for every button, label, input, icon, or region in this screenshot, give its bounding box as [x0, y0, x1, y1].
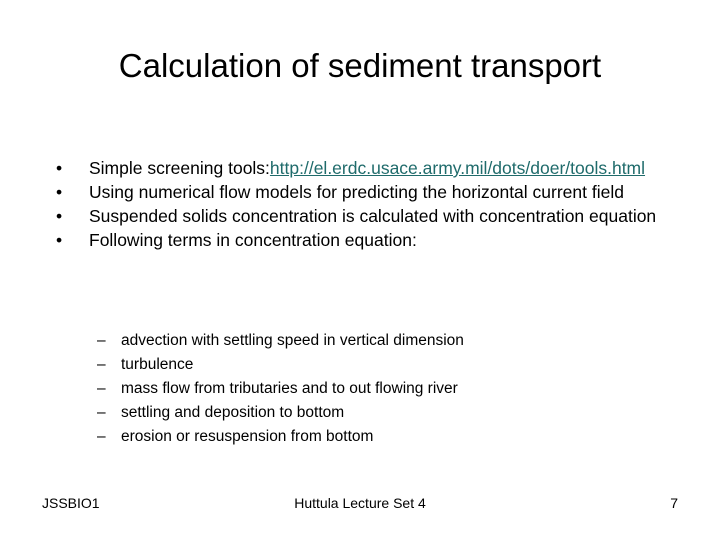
page-number: 7	[670, 495, 678, 511]
footer-lecture-title: Huttula Lecture Set 4	[294, 495, 426, 511]
bullet-text: Following terms in concentration equation:	[89, 230, 417, 250]
dash-glyph: –	[97, 332, 106, 349]
dash-glyph: –	[97, 404, 106, 421]
sub-item-text: turbulence	[121, 356, 194, 373]
footer-course-code: JSSBIO1	[42, 495, 100, 511]
bullet-text: Simple screening tools:	[89, 158, 270, 178]
sub-bullet-list	[97, 329, 657, 449]
bullet-list	[56, 158, 666, 254]
dash-glyph: –	[97, 356, 106, 373]
sub-item	[97, 329, 657, 353]
slide-title: Calculation of sediment transport	[118, 47, 602, 84]
sub-item	[97, 401, 657, 425]
dash-glyph: –	[97, 380, 106, 397]
bullet-text: Using numerical flow models for predicting the horizontal current field	[89, 182, 624, 202]
sub-item	[97, 353, 657, 377]
bullet-item	[56, 182, 666, 203]
bullet-glyph: •	[56, 206, 63, 226]
sub-item-text: settling and deposition to bottom	[121, 404, 345, 421]
sub-item-text: mass flow from tributaries and to out flowing river	[121, 380, 458, 397]
bullet-glyph: •	[56, 158, 63, 178]
sub-item-text: erosion or resuspension from bottom	[121, 428, 374, 445]
bullet-glyph: •	[56, 182, 63, 202]
bullet-item	[56, 230, 666, 251]
tools-link[interactable]: http://el.erdc.usace.army.mil/dots/doer/tools.html	[269, 158, 646, 178]
bullet-item	[56, 206, 666, 227]
sub-item-text: advection with settling speed in vertical dimension	[121, 332, 464, 349]
sub-item	[97, 425, 657, 449]
dash-glyph: –	[97, 428, 106, 445]
bullet-item	[56, 158, 666, 179]
bullet-text: Suspended solids concentration is calculated with concentration equation	[89, 206, 657, 226]
sub-item	[97, 377, 657, 401]
bullet-glyph: •	[56, 230, 63, 250]
